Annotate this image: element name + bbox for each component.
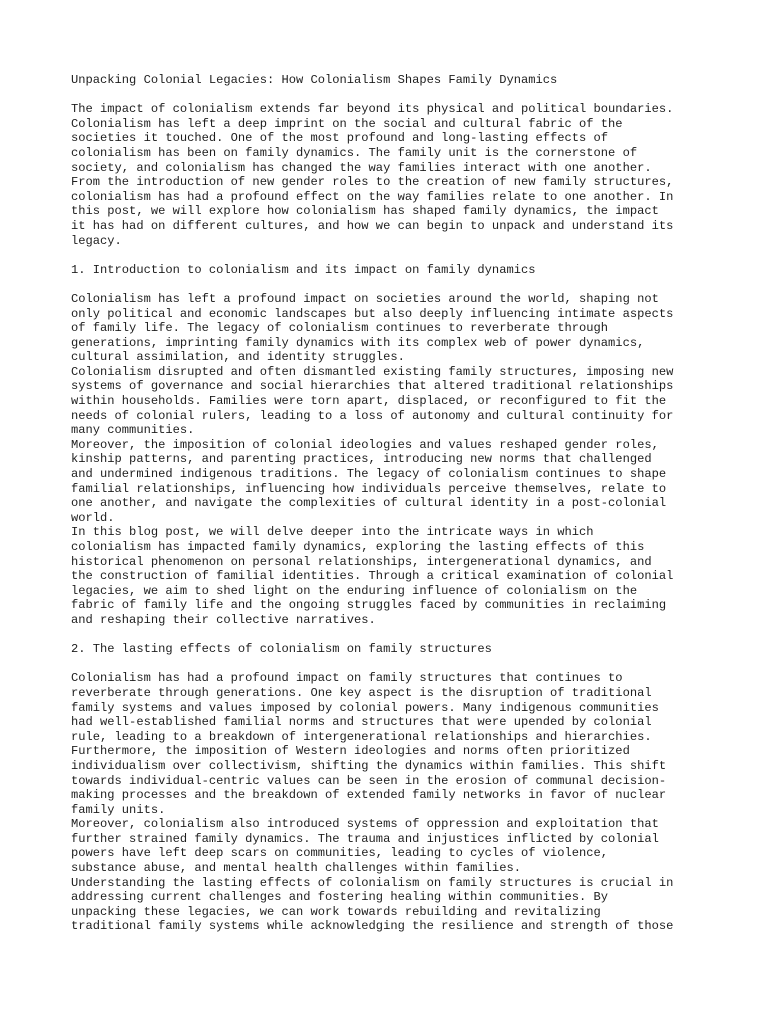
section-1-paragraph-2: Colonialism disrupted and often dismantled existing family structures, imposing new systems of governance and social hierarchies that altered traditional relationships within households. Families were torn apart, displaced, or reconfigured to fit the needs of colonial rulers, leading to a loss of autonomy and cultural continuity for many communities. [71,364,674,438]
intro-paragraph: The impact of colonialism extends far beyond its physical and political boundaries. Colonialism has left a deep imprint on the social and cultural fabric of the societies it touched. One of the most profound and long-lasting effects of colonialism has been on family dynamics. The family unit is the cornerstone of society, and colonialism has changed the way families interact with one another. From the introduction of new gender roles to the creation of new family structures, colonialism has had a profound effect on the way families relate to one another. In this post, we will explore how colonialism has shaped family dynamics, the impact it has had on different cultures, and how we can begin to unpack and understand its legacy. [71,102,674,248]
section-1-paragraph-4: In this blog post, we will delve deeper into the intricate ways in which colonialism has impacted family dynamics, exploring the lasting effects of this historical phenomenon on personal relationships, intergenerational dynamics, and the construction of familial identities. Through a critical examination of colonial legacies, we aim to shed light on the enduring influence of colonialism on the fabric of family life and the ongoing struggles faced by communities in reclaiming and reshaping their collective narratives. [71,525,674,627]
section-2-paragraph-2: Furthermore, the imposition of Western ideologies and norms often prioritized individualism over collectivism, shifting the dynamics within families. This shift towards individual-centric values can be seen in the erosion of communal decision- making processes and the breakdown of extended family networks in favor of nuclear family units. [71,744,667,817]
document-title: Unpacking Colonial Legacies: How Colonialism Shapes Family Dynamics [71,73,558,87]
section-heading-1: 1. Introduction to colonialism and its impact on family dynamics [71,262,536,277]
section-2-paragraph-1: Colonialism has had a profound impact on family structures that continues to reverberate through generations. One key aspect is the disruption of traditional family systems and values imposed by colonial powers. Many indigenous communities had well-established familial norms and structures that were upended by colonial rule, leading to a breakdown of intergenerational relationships and hierarchies. [71,671,659,744]
spacer [71,88,701,103]
section-heading-2: 2. The lasting effects of colonialism on family structures [71,642,492,657]
spacer [71,248,701,263]
section-1-paragraph-3: Moreover, the imposition of colonial ideologies and values reshaped gender roles, kinship patterns, and parenting practices, introducing new norms that challenged and undermined indigenous traditions. The legacy of colonialism continues to shape familial relationships, influencing how individuals perceive themselves, relate to one another, and navigate the complexities of cultural identity in a post-colonial world. [71,437,667,525]
section-2-paragraph-4: Understanding the lasting effects of colonialism on family structures is crucial in addressing current challenges and fostering healing within communities. By unpacking these legacies, we can work towards rebuilding and revitalizing traditional family systems while acknowledging the resilience and strength of those [71,875,674,934]
spacer [71,628,701,643]
section-2-paragraph-3: Moreover, colonialism also introduced systems of oppression and exploitation that further strained family dynamics. The trauma and injustices inflicted by colonial powers have left deep scars on communities, leading to cycles of violence, substance abuse, and mental health challenges within families. [71,817,659,876]
section-1-paragraph-1: Colonialism has left a profound impact on societies around the world, shaping not only political and economic landscapes but also deeply influencing intimate aspects of family life. The legacy of colonialism continues to reverberate through generations, imprinting family dynamics with its complex web of power dynamics, cultural assimilation, and identity struggles. [71,291,674,365]
spacer [71,277,701,292]
document-page [71,73,701,934]
spacer [71,657,701,672]
